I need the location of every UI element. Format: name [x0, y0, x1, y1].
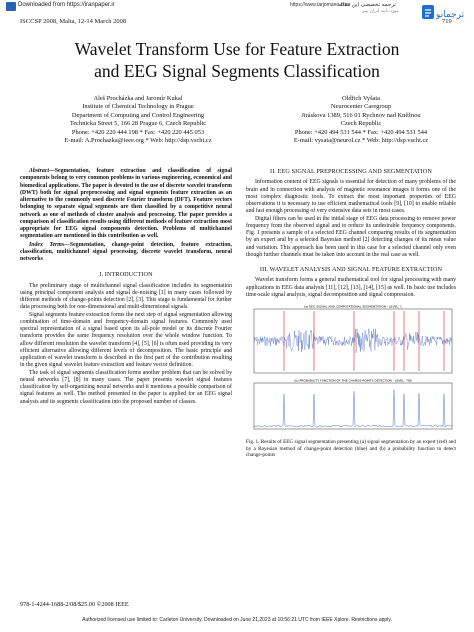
title-line: Wavelet Transform Use for Feature Extraction — [74, 39, 400, 59]
intro-paragraph: The task of signal segments classification forms another problem that can be solved by neural networks [7], [8] in many cases. The paper presents wavelet signal features classification by self-organizing neural networks and it mentions a possible comparison of signal features as well. The method presented in the paper is applied for an EEG signal analysis and its segments classification into the proposed number of classes. — [20, 369, 232, 405]
watermark-url[interactable]: https://www.tarjomano.com — [290, 2, 351, 8]
author-phone: Phone: +420 494 531 544 * Fax: +420 494 531 544 — [294, 128, 428, 136]
author-email: E-mail: vysata@neurol.cz * Web: http://dsp.vscht.cz — [293, 137, 429, 145]
section-heading-introduction: I. INTRODUCTION — [99, 271, 153, 279]
author-names: Oldřich Vyšata — [341, 95, 381, 102]
figure-eeg-segmentation — [246, 303, 456, 433]
figure-caption: Fig. 1. Results of EEG signal segmentation presenting (a) signal segmentation by an expert (red) and by a Bayesian method of change-point detection (blue) and (b) a probability function to detect change-points — [246, 439, 456, 459]
watermark-subtext: مورد تایید ایران پیپر — [362, 9, 399, 14]
right-column — [246, 168, 456, 459]
author-address: Jiráskova 1389, 516 01 Rychnov nad Kněžnou — [301, 111, 421, 119]
index-terms — [20, 242, 232, 264]
watermark-text: ترجمه تخصصی این مقاله — [338, 2, 396, 8]
index-terms-label: Index Terms — [29, 241, 65, 248]
intro-paragraph: The preliminary stage of multichannel signal classification includes its segmentation using principal component analysis and signal de-noising [1] in many cases followed by different methods of change-points detection [2], [3]. This stage is fundamental for further data processing both for one-dimensional and multi-dimensional signals. — [20, 282, 232, 311]
eeg-paragraph: Information content of EEG signals is essential for detection of many problems of the brain and in connection with analysis of magnetic resonance images it forms one of the most complex diagnostic tools. To extract the most important properties of EEG observations it is necessary to use efficient mathematical tools [9], [10] to enable reliable and fast enough processing of very extensive data sets in most cases. — [246, 179, 456, 215]
watermark-logo-text: ترجمانو — [436, 10, 465, 20]
download-icon — [6, 2, 16, 11]
author-block-left — [22, 95, 254, 145]
author-email: E-mail: A.Prochazka@ieee.org * Web: http://dsp.vscht.cz — [64, 137, 212, 145]
section-heading-eeg: II. EEG SIGNAL PREPROCESSING AND SEGMENTATION — [270, 168, 432, 175]
intro-paragraph: Signal segments feature extraction forms the next step of signal segmentation allowing combination of time-domain and frequency-domain signal features. Commonly used spectral representation of a signal based upon its all-pole model or its discrete Fourier transform provides the same frequency resolution over the whole window function. To allow different resolution the wavelet transform [4], [5], [6] is often used providing its very efficient alternative allowing different levels of decomposition. The basic principle and application of wavelet transform is described in the first part of the contribution resulting in the given signal wavelet feature extraction and feature vector definition. — [20, 311, 232, 369]
conference-header: ISCCSP 2008, Malta, 12-14 March 2008 — [20, 18, 127, 25]
wavelet-paragraph: Wavelet transform forms a general mathematical tool for signal processing with many applications in EEG data analysis [11], [12], [13], [14], [15] as well. Its basic use includes time-scale signal analysis, signal decomposition and signal compression. — [246, 277, 456, 298]
author-department: Department of Computing and Control Engineering — [71, 111, 205, 119]
left-column — [20, 168, 232, 406]
license-footer: Authorized licensed use limited to: Carleton University. Downloaded on June 21,2023 at 10:56:21 UTC from IEEE Xplore. Restrictions apply. — [82, 617, 392, 623]
author-block-right — [256, 95, 466, 145]
author-affiliation: Neurocenter Caregroup — [330, 103, 392, 111]
download-source-text[interactable]: Downloaded from https://iranpaper.ir — [18, 2, 115, 8]
author-phone: Phone: +420 220 444 198 * Fax: +420 220 445 053 — [71, 128, 205, 136]
paper-title — [30, 38, 444, 82]
abstract-label: Abstract — [29, 168, 49, 174]
author-address: Technicka Street 5, 166 28 Prague 6, Czech Republic — [69, 120, 207, 128]
author-names: Aleš Procházka and Jaromír Kukal — [93, 95, 183, 102]
title-line: and EEG Signal Segments Classification — [94, 61, 380, 81]
abstract — [20, 168, 232, 241]
eeg-paragraph: Digital filters can be used in the initial stage of EEG data processing to remove power frequency from the observed signal and to reduce its undesirable frequency components. Fig. 1 presents a sample of a selected EEG channel comparing results of its segmentation by an expert and by a selected Bayesian method [2] detecting changes of its mean value and variation. This approach has been used in this case for a selected channel only even though further channels must be taken into account in the real case as well. — [246, 215, 456, 258]
section-heading-wavelet: III. WAVELET ANALYSIS AND SIGNAL FEATURE EXTRACTION — [259, 266, 443, 273]
figure-panel-b-title: (b) PROBABILITY FUNCTION OF THE CHANGE-POINTS DETECTION - LEVEL: 786 — [294, 378, 412, 383]
author-country: Czech Republic — [340, 120, 382, 128]
abstract-text: —Segmentation, feature extraction and classification of signal components belong to very common problems in various engineering, economical and biomedical applications. The paper is devoted to the use of discrete wavelet transform (DWT) both for signal preprocessing and signal segments feature extraction as an alternative to the commonly used discrete Fourier transform (DFT). Feature vectors belonging to separate signal segments are then classified by a competitive neural network as one of methods of cluster analysis and processing. The paper provides a comparison of classification results using different methods of feature extraction most appropriate for EEG signal components detection. Problems of multichannel segmentation are mentioned in this contribution as well. — [20, 168, 232, 240]
index-terms-text: —Segmentation, change-point detection, feature extraction, classification, multichannel signal processing, discrete wavelet transform, neural networks — [20, 241, 232, 262]
page-number: 719 — [442, 18, 452, 25]
author-affiliation: Institute of Chemical Technology in Prague — [82, 103, 194, 111]
download-bar — [0, 0, 474, 20]
copyright-notice: 978-1-4244-1688-2/08/$25.00 ©2008 IEEE — [20, 601, 129, 608]
figure-panel-a-title: (a) EEG SIGNAL AND COMPUTATIONAL SEGMENTATION - LEVEL: 1 — [304, 304, 402, 309]
